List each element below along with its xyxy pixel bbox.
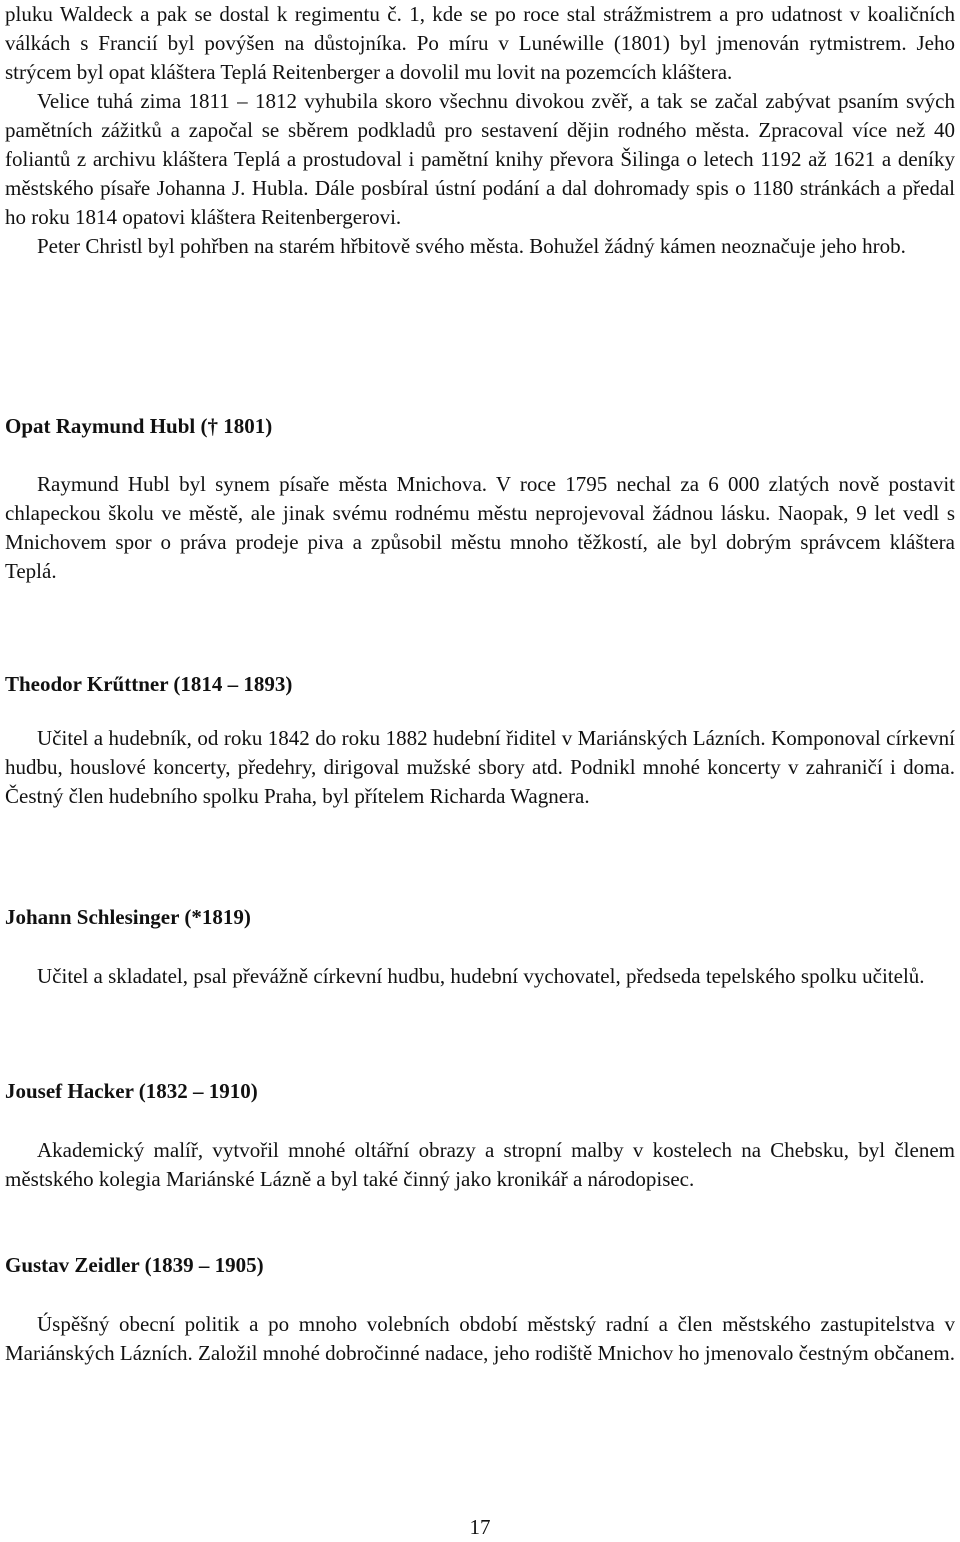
intro-paragraph-3: Peter Christl byl pohřben na starém hřbitově svého města. Bohužel žádný kámen neoznačuje jeho hrob. [37, 234, 906, 258]
section-schlesinger-body [5, 962, 955, 991]
section-title: Theodor Krűttner (1814 – 1893) [5, 672, 293, 696]
page-number: 17 [469, 1515, 491, 1539]
section-hacker [5, 1077, 955, 1106]
intro-paragraph-2: Velice tuhá zima 1811 – 1812 vyhubila skoro všechnu divokou zvěř, a tak se začal zabývat psaním svých pamětních zážitků a započal se sběrem podkladů pro sestavení dějin rodného města. Zpracoval více než 40 foliantů z archivu kláštera Teplá a prostudoval i pamětní knihy převora Šilinga o letech 1192 až 1621 a deníky městského písaře Johanna J. Hubla. Dále posbíral ústní podání a dal dohromady spis o 1180 stránkách a předal ho roku 1814 opatovi kláštera Reitenbergerovi. [5, 89, 955, 229]
intro-paragraph-1: pluku Waldeck a pak se dostal k regimentu č. 1, kde se po roce stal strážmistrem a pro udatnost v koaličních válkách s Francií byl povýšen na důstojníka. Po míru v Lunéwille (1801) byl jmenován rytmistrem. Jeho strýcem byl opat kláštera Teplá Reitenberger a dovolil mu lovit na pozemcích kláštera. [5, 2, 955, 84]
section-text: Učitel a hudebník, od roku 1842 do roku 1882 hudební řiditel v Mariánských Lázních. Komponoval církevní hudbu, houslové koncerty, předehry, dirigoval mužské sbory atd. Podnikl mnohé koncerty v zahraničí i doma. Čestný člen hudebního spolku Praha, byl přítelem Richarda Wagnera. [5, 726, 955, 808]
section-title: Opat Raymund Hubl († 1801) [5, 414, 273, 438]
section-title: Johann Schlesinger (*1819) [5, 905, 251, 929]
section-zeidler [5, 1251, 955, 1280]
section-text: Raymund Hubl byl synem písaře města Mnichova. V roce 1795 nechal za 6 000 zlatých nově postavit chlapeckou školu ve městě, ale jinak svému rodnému městu neprojevoval žádnou lásku. Naopak, 9 let vedl s Mnichovem spor o práva prodeje piva a způsobil městu mnoho těžkostí, ale byl dobrým správcem kláštera Teplá. [5, 472, 955, 583]
section-text: Učitel a skladatel, psal převážně církevní hudbu, hudební vychovatel, předseda tepelského spolku učitelů. [37, 964, 925, 988]
section-title: Jousef Hacker (1832 – 1910) [5, 1079, 258, 1103]
section-kruttner-body [5, 724, 955, 811]
section-text: Akademický malíř, vytvořil mnohé oltářní obrazy a stropní malby v kostelech na Chebsku, byl členem městského kolegia Mariánské Lázně a byl také činný jako kronikář a národopisec. [5, 1138, 955, 1191]
section-hubl [5, 412, 955, 441]
section-hacker-body [5, 1136, 955, 1194]
section-hubl-body [5, 470, 955, 586]
section-zeidler-body [5, 1310, 955, 1368]
section-title: Gustav Zeidler (1839 – 1905) [5, 1253, 264, 1277]
section-kruttner [5, 670, 955, 699]
section-text: Úspěšný obecní politik a po mnoho volebních období městský radní a člen městského zastupitelstva v Mariánských Lázních. Založil mnohé dobročinné nadace, jeho rodiště Mnichov ho jmenovalo čestným občanem. [5, 1312, 955, 1365]
intro-block [5, 0, 955, 261]
section-schlesinger [5, 903, 955, 932]
